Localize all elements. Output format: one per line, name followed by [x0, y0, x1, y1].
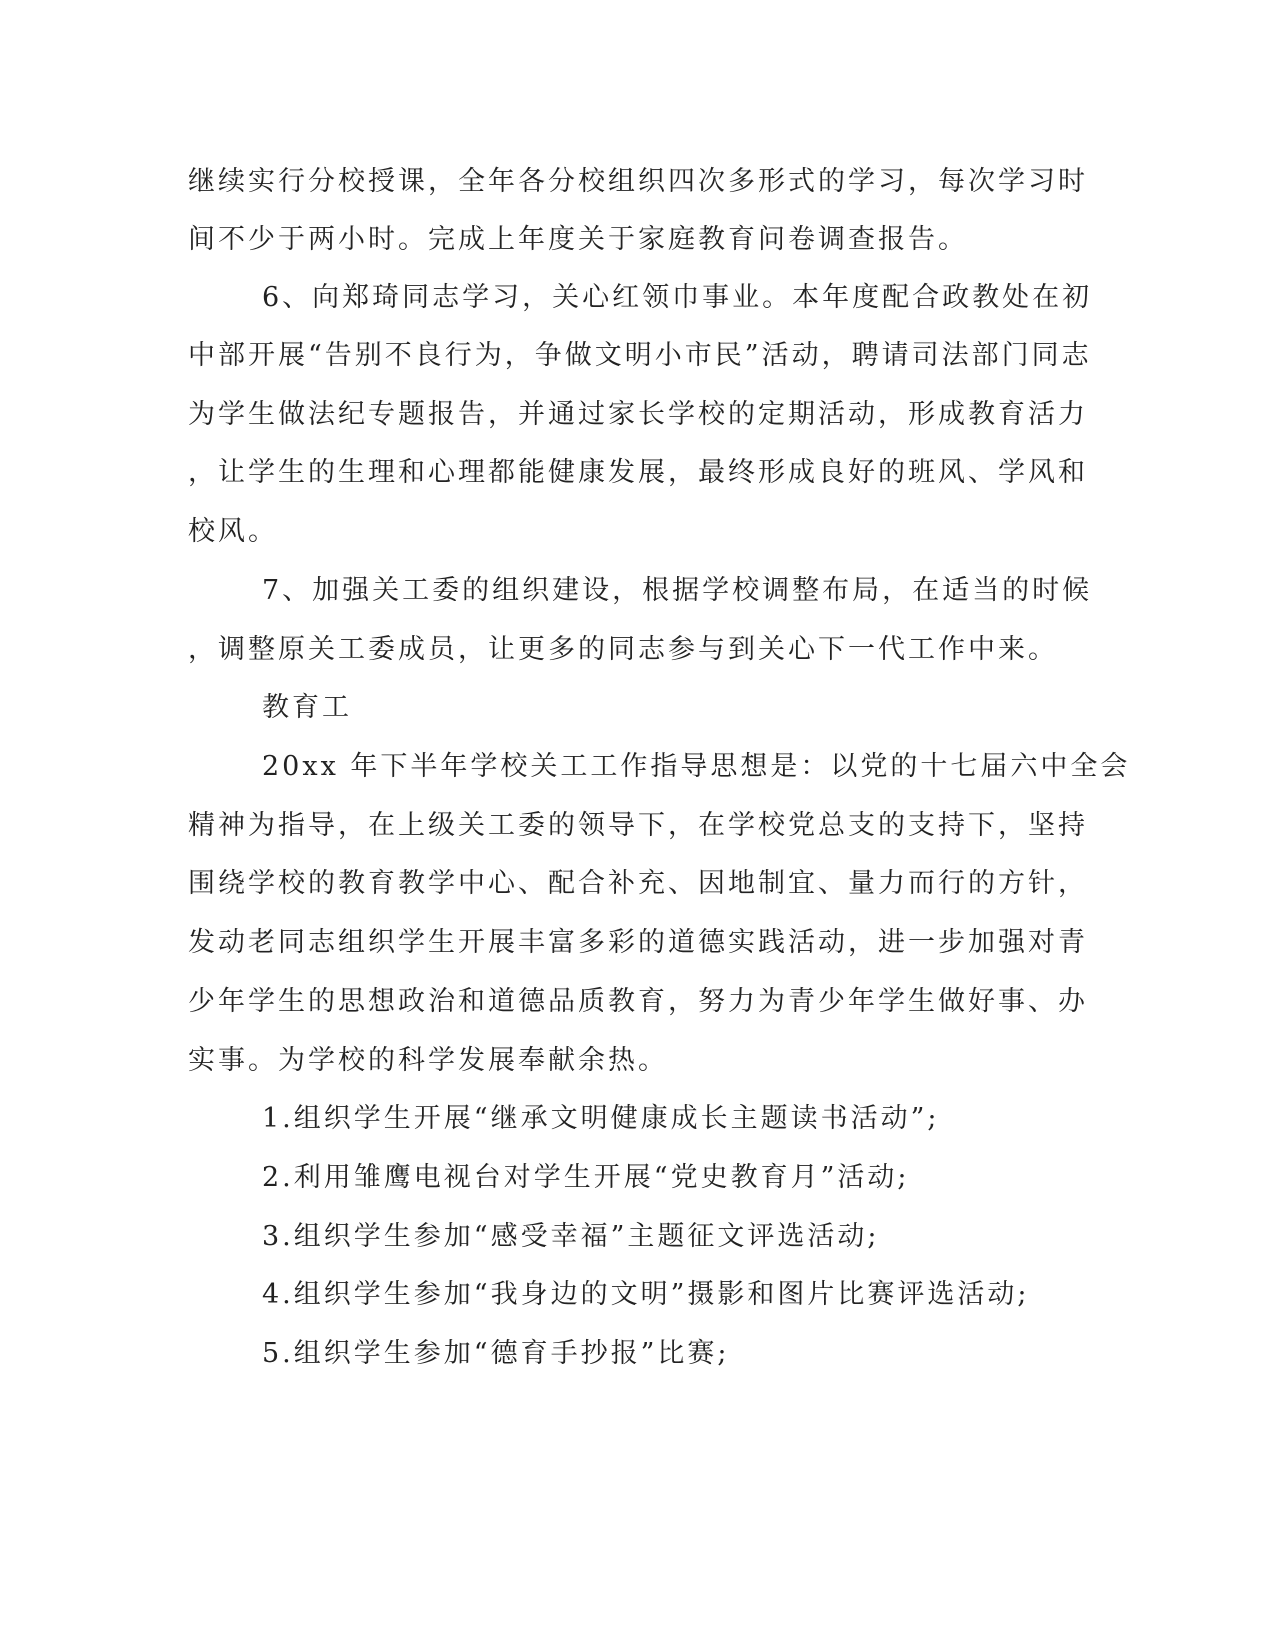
section-heading: 教育工 — [262, 692, 352, 723]
paragraph-line: 为学生做法纪专题报告，并通过家长学校的定期活动，形成教育活力 — [188, 399, 1088, 430]
paragraph-line: 继续实行分校授课，全年各分校组织四次多形式的学习，每次学习时 — [188, 166, 1088, 197]
paragraph-line: 间不少于两小时。完成上年度关于家庭教育问卷调查报告。 — [188, 224, 968, 255]
paragraph-line: 发动老同志组织学生开展丰富多彩的道德实践活动，进一步加强对青 — [188, 927, 1088, 958]
list-item: 5.组织学生参加“德育手抄报”比赛; — [262, 1338, 730, 1369]
paragraph-line: 实事。为学校的科学发展奉献余热。 — [188, 1045, 668, 1076]
paragraph-line: ，让学生的生理和心理都能健康发展，最终形成良好的班风、学风和 — [188, 457, 1088, 488]
paragraph-line: 20xx 年下半年学校关工工作指导思想是：以党的十七届六中全会 — [262, 751, 1131, 782]
paragraph-line: 精神为指导，在上级关工委的领导下，在学校党总支的支持下，坚持 — [188, 810, 1088, 841]
paragraph-line: 校风。 — [188, 516, 278, 547]
paragraph-line: 6、向郑琦同志学习，关心红领巾事业。本年度配合政教处在初 — [262, 282, 1093, 313]
list-item: 1.组织学生开展“继承文明健康成长主题读书活动”; — [262, 1103, 940, 1134]
paragraph-line: 少年学生的思想政治和道德品质教育，努力为青少年学生做好事、办 — [188, 986, 1088, 1017]
list-item: 2.利用雏鹰电视台对学生开展“党史教育月”活动; — [262, 1162, 910, 1193]
paragraph-line: ，调整原关工委成员，让更多的同志参与到关心下一代工作中来。 — [188, 634, 1058, 665]
list-item: 4.组织学生参加“我身边的文明”摄影和图片比赛评选活动; — [262, 1279, 1030, 1310]
paragraph-line: 7、加强关工委的组织建设，根据学校调整布局，在适当的时候 — [262, 575, 1093, 606]
paragraph-line: 围绕学校的教育教学中心、配合补充、因地制宜、量力而行的方针， — [188, 868, 1088, 899]
list-item: 3.组织学生参加“感受幸福”主题征文评选活动; — [262, 1221, 880, 1252]
paragraph-line: 中部开展“告别不良行为，争做文明小市民”活动，聘请司法部门同志 — [188, 340, 1092, 371]
